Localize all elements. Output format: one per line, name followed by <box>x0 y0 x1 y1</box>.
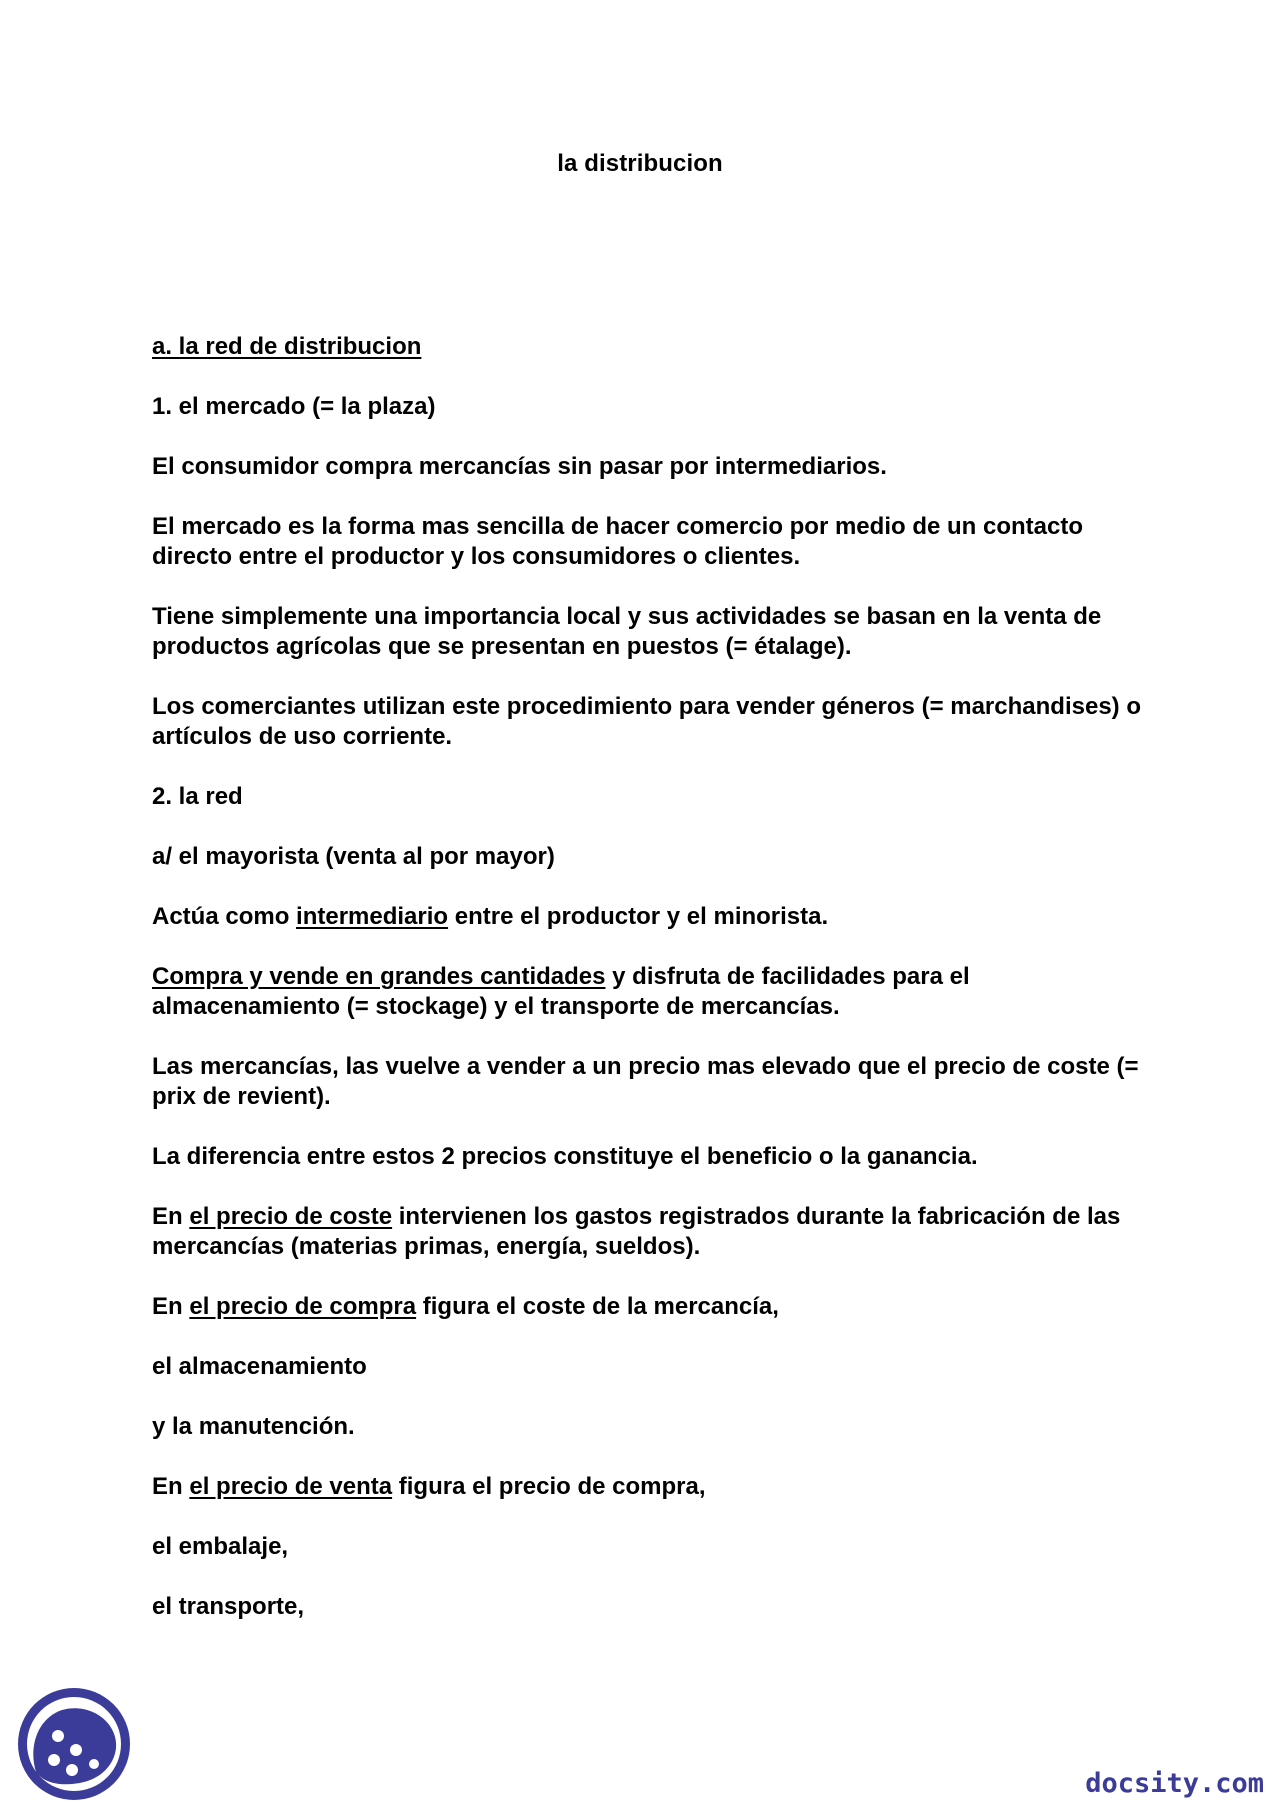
subheading-red: 2. la red <box>152 783 243 810</box>
paragraph: El mercado es la forma mas sencilla de hacer comercio por medio de un contacto directo entre el productor y los consumidores o clientes. <box>152 513 1083 570</box>
subheading-mayorista: a/ el mayorista (venta al por mayor) <box>152 843 555 870</box>
paragraph: el embalaje, <box>152 1533 289 1560</box>
section-heading: a. la red de distribucion <box>152 333 422 360</box>
underlined-term: intermediario <box>296 903 449 930</box>
paragraph: En el precio de venta figura el precio de compra, <box>152 1473 706 1500</box>
paragraph: Compra y vende en grandes cantidades y disfruta de facilidades para el almacenamiento (= stockage) y el transporte de mercancías. <box>152 963 970 1020</box>
paragraph: La diferencia entre estos 2 precios constituye el beneficio o la ganancia. <box>152 1143 978 1170</box>
paragraph: y la manutención. <box>152 1413 355 1440</box>
page-title: la distribucion <box>557 150 723 177</box>
underlined-term: el precio de venta <box>189 1473 393 1500</box>
document-body <box>152 332 1152 1652</box>
paragraph: Tiene simplemente una importancia local y sus actividades se basan en la venta de productos agrícolas que se presentan en puestos (= étalage). <box>152 603 1102 660</box>
paragraph: El consumidor compra mercancías sin pasar por intermediarios. <box>152 453 887 480</box>
paragraph: el almacenamiento <box>152 1353 367 1380</box>
underlined-term: Compra y vende en grandes cantidades <box>152 963 606 990</box>
subheading-mercado: 1. el mercado (= la plaza) <box>152 393 436 420</box>
underlined-term: el precio de coste <box>189 1203 393 1230</box>
paragraph: En el precio de coste intervienen los gastos registrados durante la fabricación de las mercancías (materias primas, energía, sueldos). <box>152 1203 1121 1260</box>
paragraph: el transporte, <box>152 1593 305 1620</box>
docsity-logo-icon[interactable] <box>14 1684 134 1804</box>
paragraph: Los comerciantes utilizan este procedimiento para vender géneros (= marchandises) o artículos de uso corriente. <box>152 693 1141 750</box>
underlined-term: el precio de compra <box>189 1293 417 1320</box>
paragraph: Las mercancías, las vuelve a vender a un precio mas elevado que el precio de coste (= prix de revient). <box>152 1053 1139 1110</box>
docsity-brand-link[interactable]: docsity.com <box>1085 1768 1264 1799</box>
paragraph: Actúa como intermediario entre el productor y el minorista. <box>152 903 829 930</box>
paragraph: En el precio de compra figura el coste de la mercancía, <box>152 1293 779 1320</box>
